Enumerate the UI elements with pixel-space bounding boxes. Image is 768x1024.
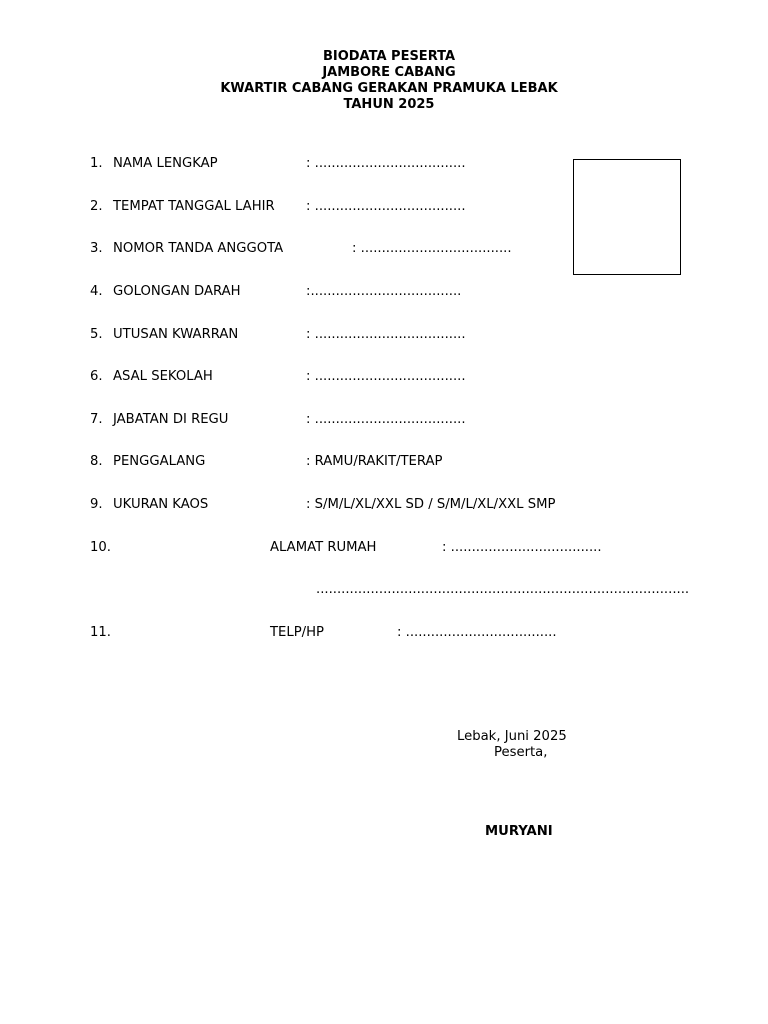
field-value: : .................................... [306, 156, 466, 171]
field-label: ALAMAT RUMAH [270, 540, 377, 555]
field-label: TELP/HP [270, 625, 324, 640]
field-label: JABATAN DI REGU [113, 412, 229, 427]
field-number: 5. [90, 327, 103, 342]
field-value: : .................................... [306, 412, 466, 427]
field-value: : .................................... [306, 369, 466, 384]
field-value: : .................................... [397, 625, 557, 640]
field-label: NOMOR TANDA ANGGOTA [113, 241, 284, 256]
field-value: :.................................... [306, 284, 462, 299]
field-value: : .................................... [306, 327, 466, 342]
field-label: GOLONGAN DARAH [113, 284, 241, 299]
field-value: : S/M/L/XL/XXL SD / S/M/L/XL/XXL SMP [306, 497, 556, 512]
field-number: 9. [90, 497, 103, 512]
field-label: PENGGALANG [113, 454, 206, 469]
field-label: ASAL SEKOLAH [113, 369, 213, 384]
header-event: JAMBORE CABANG [322, 65, 456, 80]
photo-box [573, 159, 681, 275]
signature-place-date: Lebak, Juni 2025 [457, 729, 567, 744]
field-number: 7. [90, 412, 103, 427]
field-number: 6. [90, 369, 103, 384]
field-label: UKURAN KAOS [113, 497, 209, 512]
field-number: 2. [90, 199, 103, 214]
field-value: : .................................... [306, 199, 466, 214]
field-number: 10. [90, 540, 111, 555]
field-value: : RAMU/RAKIT/TERAP [306, 454, 443, 469]
signature-name: MURYANI [485, 824, 553, 839]
field-label: TEMPAT TANGGAL LAHIR [113, 199, 275, 214]
field-number: 11. [90, 625, 111, 640]
field-number: 8. [90, 454, 103, 469]
signature-role: Peserta, [494, 745, 548, 760]
header-organization: KWARTIR CABANG GERAKAN PRAMUKA LEBAK [220, 81, 558, 96]
field-value: : .................................... [442, 540, 602, 555]
field-label: UTUSAN KWARRAN [113, 327, 239, 342]
field-number: 3. [90, 241, 103, 256]
header-year: TAHUN 2025 [343, 97, 435, 112]
field-number: 4. [90, 284, 103, 299]
field-label: NAMA LENGKAP [113, 156, 218, 171]
header-title: BIODATA PESERTA [322, 49, 456, 64]
field-number: 1. [90, 156, 103, 171]
field-value: ......................................................................................... [316, 582, 690, 597]
field-value: : .................................... [352, 241, 512, 256]
